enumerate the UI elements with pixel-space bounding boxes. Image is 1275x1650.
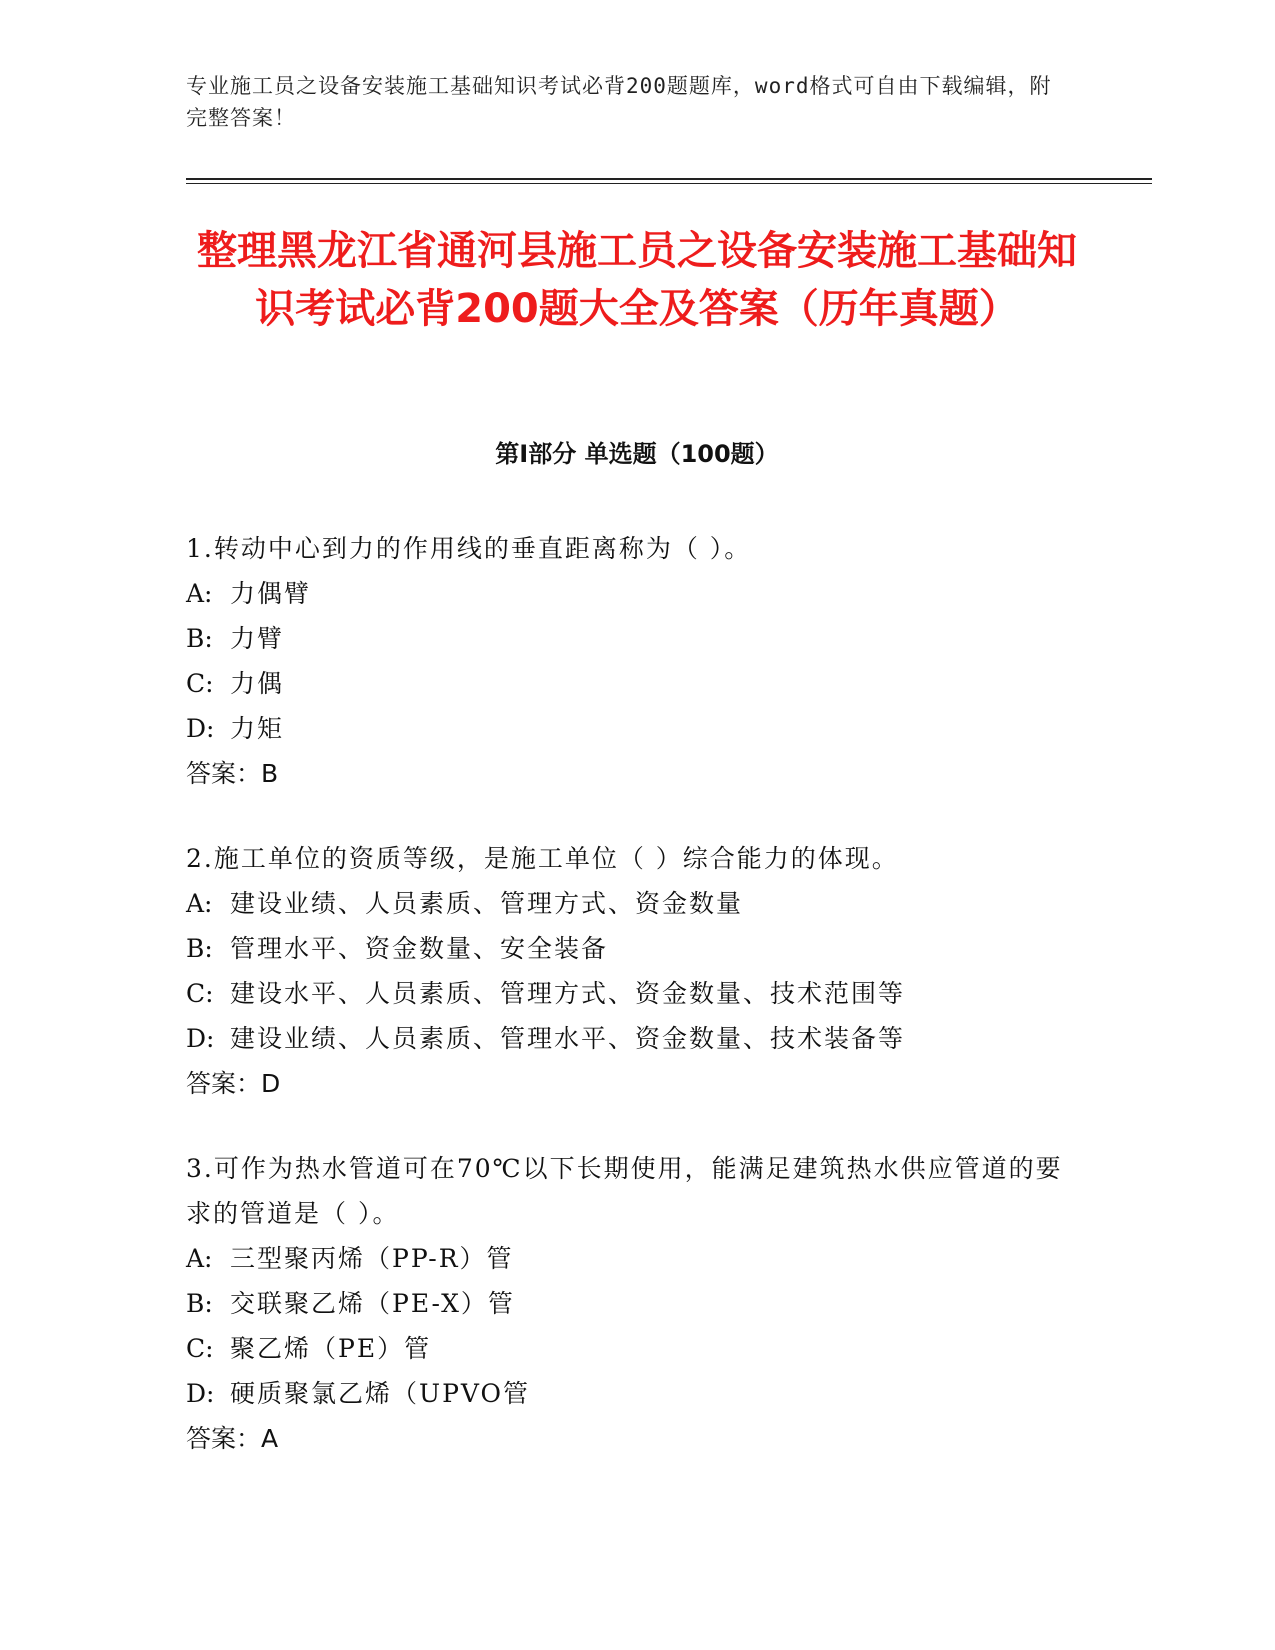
option-text: 硬质聚氯乙烯（UPVO管 [230, 1379, 531, 1408]
question-item [186, 836, 1066, 1106]
option-d [186, 1371, 1066, 1416]
option-text: 建设业绩、人员素质、管理方式、资金数量 [230, 889, 744, 918]
option-text: 力偶 [230, 669, 285, 698]
option-letter: B: [186, 1289, 213, 1318]
option-letter: B: [186, 624, 213, 653]
section-title: 第I部分 单选题（100题） [495, 440, 779, 468]
option-b [186, 616, 1066, 661]
question-stem: 1.转动中心到力的作用线的垂直距离称为（ ）。 [186, 534, 752, 563]
option-text: 三型聚丙烯（PP-R）管 [230, 1244, 514, 1273]
question-stem: 2.施工单位的资质等级，是施工单位（ ）综合能力的体现。 [186, 844, 899, 873]
option-a [186, 571, 1066, 616]
answer-line: 答案：D [186, 1069, 281, 1098]
option-text: 力偶臂 [230, 579, 312, 608]
question-list [186, 526, 1066, 1501]
question-item [186, 526, 1066, 796]
answer-line: 答案：B [186, 759, 279, 788]
question-item [186, 1146, 1066, 1461]
option-c [186, 661, 1066, 706]
option-c [186, 1326, 1066, 1371]
option-text: 管理水平、资金数量、安全装备 [230, 934, 609, 963]
option-letter: C: [186, 669, 214, 698]
option-text: 建设水平、人员素质、管理方式、资金数量、技术范围等 [230, 979, 906, 1008]
option-letter: D: [186, 714, 215, 743]
option-letter: C: [186, 1334, 214, 1363]
option-text: 交联聚乙烯（PE-X）管 [230, 1289, 515, 1318]
option-letter: D: [186, 1379, 215, 1408]
option-d [186, 1016, 1066, 1061]
option-b [186, 926, 1066, 971]
option-letter: B: [186, 934, 213, 963]
option-letter: D: [186, 1024, 215, 1053]
option-letter: A: [186, 579, 213, 608]
answer-line: 答案：A [186, 1424, 279, 1453]
option-text: 力臂 [230, 624, 285, 653]
option-letter: A: [186, 1244, 213, 1273]
option-text: 聚乙烯（PE）管 [230, 1334, 432, 1363]
option-text: 建设业绩、人员素质、管理水平、资金数量、技术装备等 [230, 1024, 906, 1053]
option-a [186, 881, 1066, 926]
question-stem: 3.可作为热水管道可在70℃以下长期使用，能满足建筑热水供应管道的要求的管道是（ ）。 [186, 1154, 1063, 1228]
option-c [186, 971, 1066, 1016]
option-letter: C: [186, 979, 214, 1008]
option-text: 力矩 [230, 714, 285, 743]
header-divider-thick [186, 178, 1152, 180]
document-title: 整理黑龙江省通河县施工员之设备安装施工基础知识考试必背200题大全及答案（历年真题） [197, 228, 1077, 332]
header-divider-thin [186, 183, 1152, 184]
option-letter: A: [186, 889, 213, 918]
option-b [186, 1281, 1066, 1326]
option-d [186, 706, 1066, 751]
option-a [186, 1236, 1066, 1281]
header-note: 专业施工员之设备安装施工基础知识考试必背200题题库，word格式可自由下载编辑，附完整答案！ [186, 74, 1052, 130]
